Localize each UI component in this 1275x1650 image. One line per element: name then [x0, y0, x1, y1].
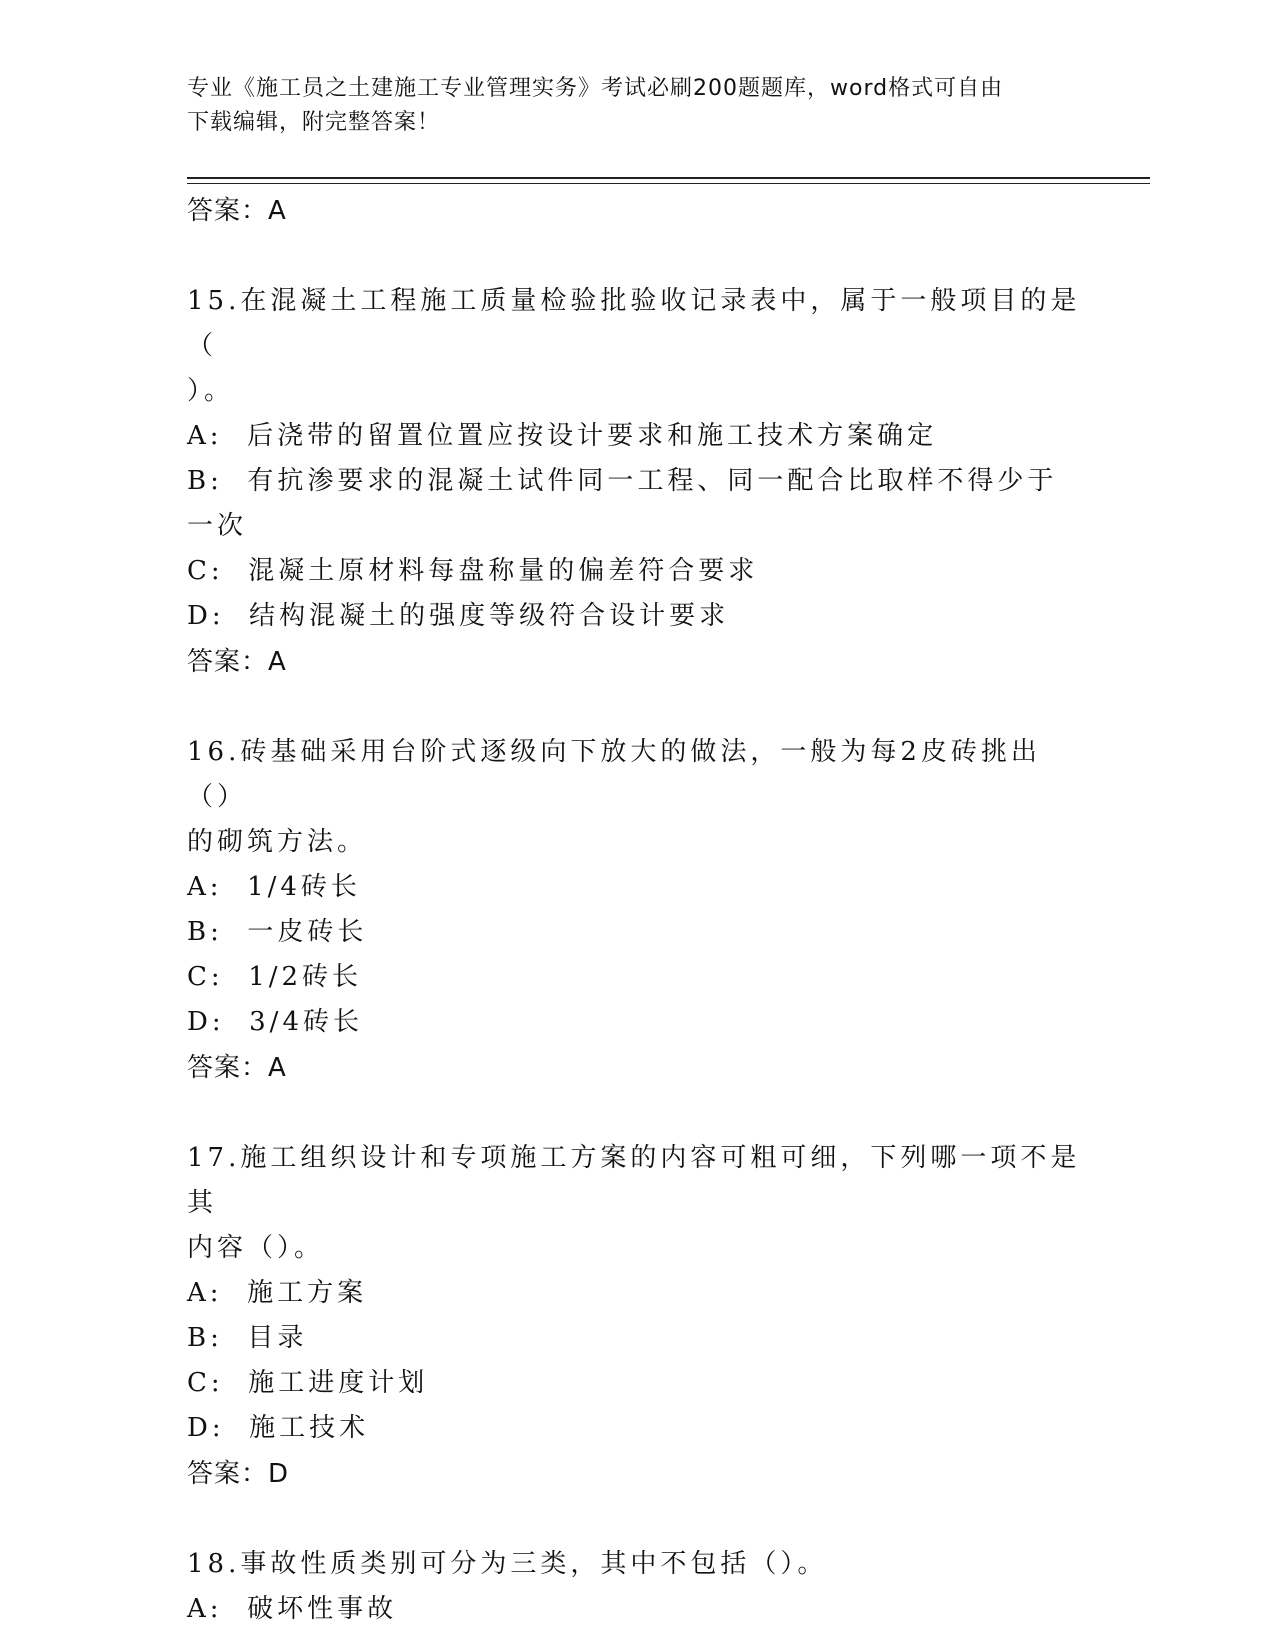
- header-rule-thick: [187, 177, 1150, 179]
- question-stem-cont: 的砌筑方法。: [187, 827, 368, 857]
- option-label: D:: [187, 601, 225, 631]
- option-text: 一皮砖长: [247, 917, 368, 947]
- option-b: [187, 459, 1087, 549]
- option-text: 1/4砖长: [247, 872, 361, 902]
- answer: 答案：A: [187, 1053, 287, 1083]
- question-stem-cont: 内容（）。: [187, 1233, 325, 1263]
- option-label: B:: [187, 917, 223, 947]
- question-17: [187, 1136, 1087, 1497]
- option-label: C:: [187, 1368, 224, 1398]
- question-list: [187, 188, 1087, 1632]
- question-15: [187, 279, 1087, 685]
- option-d: [187, 1406, 1087, 1451]
- question-stem-cont: ）。: [187, 376, 235, 406]
- document-header: [187, 72, 1067, 140]
- option-b: [187, 1316, 1087, 1361]
- option-d: [187, 594, 1087, 639]
- option-d: [187, 1000, 1087, 1045]
- option-b: [187, 910, 1087, 955]
- option-text: 施工进度计划: [248, 1368, 429, 1398]
- option-text: 有抗渗要求的混凝土试件同一工程、同一配合比取样不得少于一次: [187, 466, 1058, 541]
- option-a: [187, 1271, 1087, 1316]
- question-stem: 16.砖基础采用台阶式逐级向下放大的做法，一般为每2皮砖挑出（）: [187, 737, 1041, 812]
- option-label: C:: [187, 556, 224, 586]
- option-label: A:: [187, 872, 223, 902]
- option-text: 1/2砖长: [248, 962, 363, 992]
- question-stem: 15.在混凝土工程施工质量检验批验收记录表中，属于一般项目的是（: [187, 286, 1081, 361]
- option-label: C:: [187, 962, 224, 992]
- option-label: A:: [187, 421, 223, 451]
- option-text: 混凝土原材料每盘称量的偏差符合要求: [248, 556, 759, 586]
- option-a: [187, 865, 1087, 910]
- option-label: B:: [187, 1323, 223, 1353]
- header-line-2: 下载编辑，附完整答案！: [187, 110, 441, 135]
- option-label: A:: [187, 1594, 223, 1624]
- option-text: 结构混凝土的强度等级符合设计要求: [249, 601, 730, 631]
- option-label: D:: [187, 1007, 225, 1037]
- option-text: 3/4砖长: [249, 1007, 363, 1037]
- header-rule-thin: [187, 183, 1150, 184]
- answer-prev-question: 答案：A: [187, 196, 287, 226]
- option-text: 施工方案: [247, 1278, 368, 1308]
- option-label: A:: [187, 1278, 223, 1308]
- question-16: [187, 730, 1087, 1091]
- option-label: B:: [187, 466, 223, 496]
- option-a: [187, 414, 1087, 459]
- answer: 答案：A: [187, 647, 287, 677]
- option-text: 破坏性事故: [247, 1594, 398, 1624]
- option-text: 后浇带的留置位置应按设计要求和施工技术方案确定: [247, 421, 938, 451]
- option-label: D:: [187, 1413, 225, 1443]
- option-c: [187, 1361, 1087, 1406]
- question-stem: 17.施工组织设计和专项施工方案的内容可粗可细，下列哪一项不是其: [187, 1143, 1081, 1218]
- answer: 答案：D: [187, 1459, 290, 1489]
- option-c: [187, 549, 1087, 594]
- option-text: 施工技术: [249, 1413, 370, 1443]
- question-18: [187, 1542, 1087, 1632]
- question-stem: 18.事故性质类别可分为三类，其中不包括（）。: [187, 1549, 828, 1579]
- option-c: [187, 955, 1087, 1000]
- option-text: 目录: [247, 1323, 308, 1353]
- header-line-1: 专业《施工员之土建施工专业管理实务》考试必刷200题题库，word格式可自由: [187, 76, 1004, 101]
- option-a: [187, 1587, 1087, 1632]
